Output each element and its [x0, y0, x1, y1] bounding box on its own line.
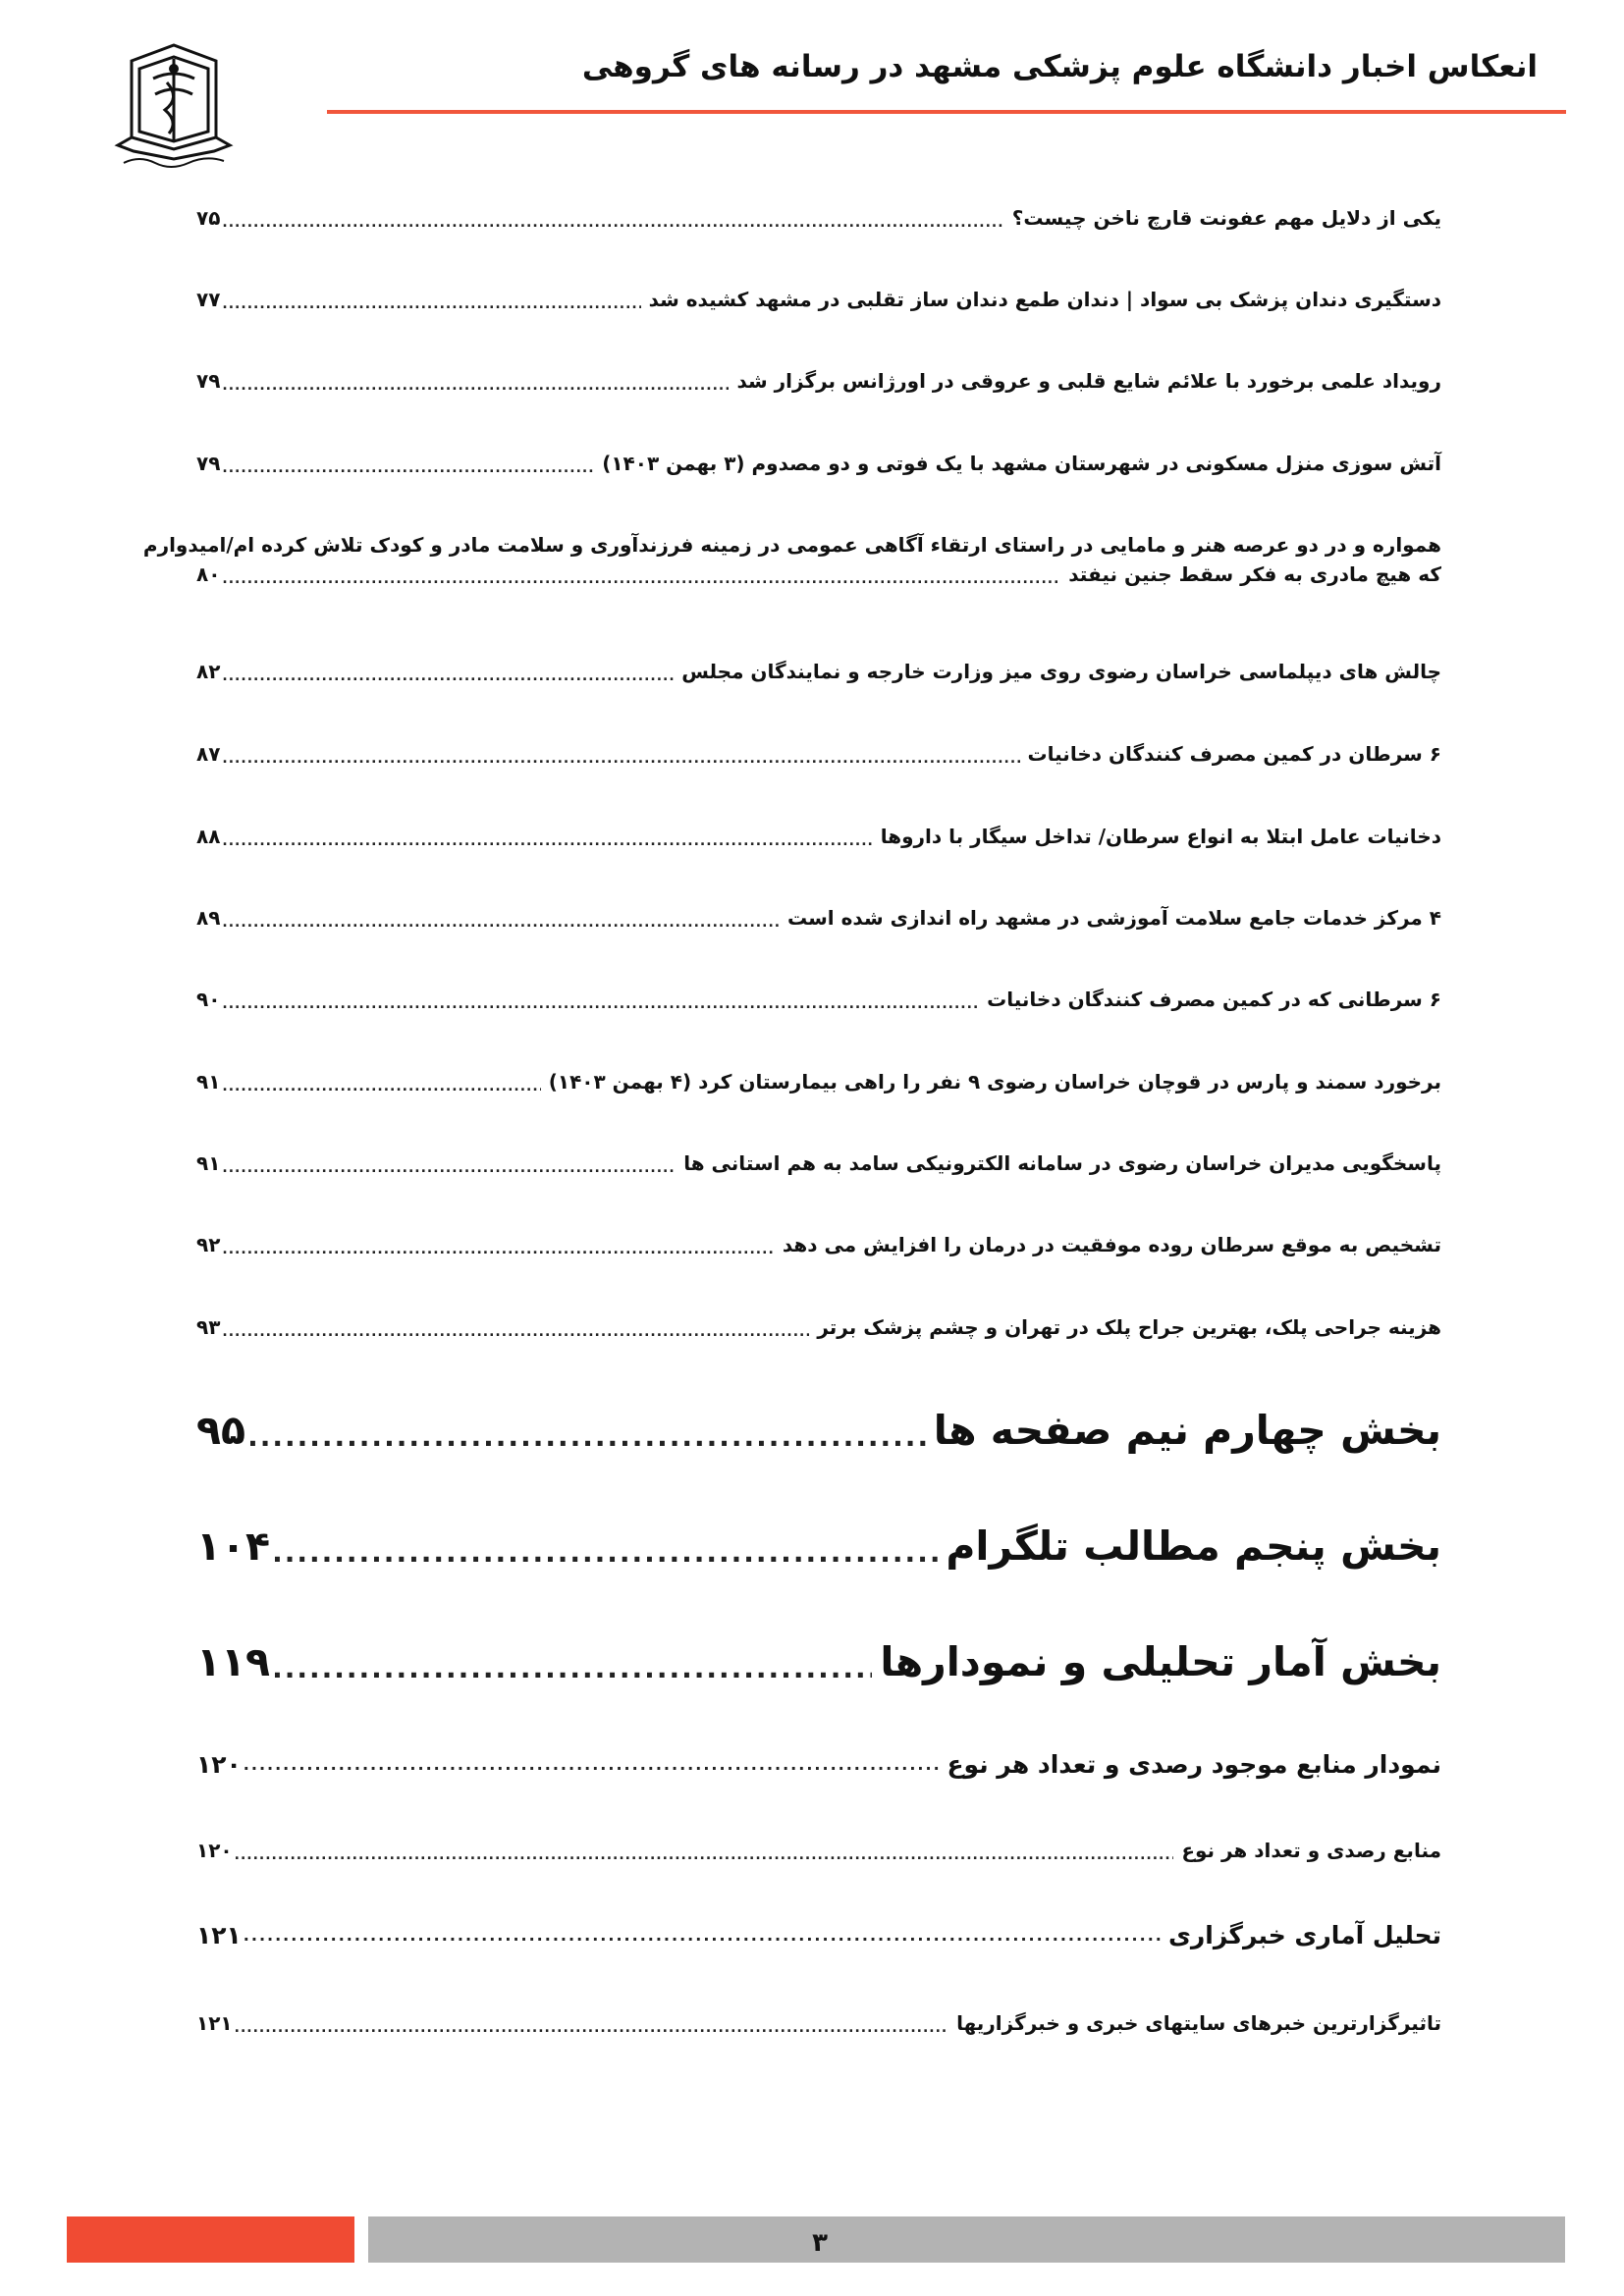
footer-red-bar [67, 2216, 354, 2263]
toc-entry[interactable] [196, 903, 1441, 933]
toc-section-entry[interactable] [196, 1404, 1441, 1457]
toc-leader-dots [222, 569, 1060, 589]
toc-leader-dots [272, 1649, 872, 1688]
toc-entry[interactable] [196, 203, 1441, 233]
toc-subsection-page: ۱۲۱ [196, 1921, 242, 1949]
toc-entry-title: برخورد سمند و پارس در قوچان خراسان رضوی ۹ نفر را راهی بیمارستان کرد (۴ بهمن ۱۴۰۳) [548, 1070, 1441, 1094]
toc-entry[interactable] [196, 739, 1441, 769]
toc-leader-dots [222, 831, 872, 851]
toc-entry-page: ۷۷ [196, 288, 221, 311]
toc-entry-title: تشخیص به موقع سرطان روده موفقیت در درمان را افزایش می دهد [782, 1233, 1441, 1256]
toc-entry-title: ۶ سرطان در کمین مصرف کنندگان دخانیات [1027, 742, 1441, 766]
toc-section-page: ۱۱۹ [196, 1638, 271, 1685]
toc-entry-page: ۸۲ [196, 660, 221, 683]
toc-entry[interactable] [196, 1836, 1441, 1865]
toc-entry-title: آتش سوزی منزل مسکونی در شهرستان مشهد با یک فوتی و دو مصدوم (۳ بهمن ۱۴۰۳) [602, 452, 1441, 475]
toc-entry-page: ۷۹ [196, 369, 221, 393]
toc-leader-dots [222, 1322, 809, 1342]
toc-entry-page: ۹۳ [196, 1315, 221, 1339]
toc-leader-dots [222, 294, 640, 314]
toc-entry-title: دخانیات عامل ابتلا به انواع سرطان/ تداخل سیگار با داروها [880, 825, 1441, 848]
toc-entry-page: ۷۵ [196, 206, 221, 230]
toc-entry[interactable] [196, 985, 1441, 1014]
page-header-title: انعکاس اخبار دانشگاه علوم پزشکی مشهد در رسانه های گروهی [581, 49, 1538, 84]
toc-entry-line2 [196, 560, 1441, 589]
toc-leader-dots [222, 1077, 540, 1096]
toc-section-entry[interactable] [196, 1635, 1441, 1688]
toc-subsection-page: ۱۲۰ [196, 1750, 242, 1779]
toc-entry[interactable] [196, 1148, 1441, 1178]
toc-leader-dots [244, 1748, 940, 1782]
toc-entry-title-line2: که هیچ مادری به فکر سقط جنین نیفتد [1068, 562, 1441, 586]
toc-section-entry[interactable] [196, 1520, 1441, 1573]
toc-entry-title: چالش های دیپلماسی خراسان رضوی روی میز وزارت خارجه و نمایندگان مجلس [681, 660, 1441, 683]
toc-section-title: بخش پنجم مطالب تلگرام [946, 1522, 1441, 1570]
toc-entry-page: ۸۷ [196, 742, 221, 766]
toc-entry-title: منابع رصدی و تعداد هر نوع [1181, 1839, 1441, 1862]
toc-section-page: ۱۰۴ [196, 1522, 271, 1570]
toc-entry-page: ۹۱ [196, 1151, 221, 1175]
toc-subsection-title: تحلیل آماری خبرگزاری [1167, 1921, 1441, 1949]
page-number: ۳ [812, 2228, 828, 2258]
toc-leader-dots [235, 2018, 948, 2038]
footer-gray-bar [368, 2216, 1565, 2263]
toc-entry[interactable] [196, 366, 1441, 396]
toc-leader-dots [235, 1845, 1174, 1865]
toc-entry-title: یکی از دلایل مهم عفونت قارچ ناخن چیست؟ [1011, 206, 1441, 230]
toc-entry-page: ۸۰ [196, 562, 221, 586]
toc-entry-title: هزینه جراحی پلک، بهترین جراح پلک در تهران و چشم پزشک برتر [817, 1315, 1441, 1339]
toc-entry-title: پاسخگویی مدیران خراسان رضوی در سامانه الکترونیکی سامد به هم استانی ها [683, 1151, 1441, 1175]
header-divider [327, 110, 1566, 114]
toc-leader-dots [222, 667, 674, 686]
toc-subsection-entry[interactable] [196, 1919, 1441, 1952]
toc-leader-dots [222, 749, 1019, 769]
toc-leader-dots [222, 1240, 774, 1259]
toc-entry-page: ۱۲۱ [196, 2011, 233, 2035]
toc-leader-dots [222, 913, 780, 933]
toc-entry-page: ۱۲۰ [196, 1839, 233, 1862]
toc-section-title: بخش چهارم نیم صفحه ها [933, 1407, 1441, 1454]
toc-entry-page: ۹۱ [196, 1070, 221, 1094]
toc-subsection-title: نمودار منابع موجود رصدی و تعداد هر نوع [947, 1750, 1441, 1779]
toc-entry-page: ۸۹ [196, 906, 221, 930]
toc-entry[interactable] [196, 822, 1441, 851]
toc-section-title: بخش آمار تحلیلی و نمودارها [880, 1638, 1441, 1685]
toc-section-page: ۹۵ [196, 1407, 246, 1454]
toc-entry[interactable] [142, 530, 1441, 589]
toc-leader-dots [222, 1158, 676, 1178]
toc-entry-page: ۹۲ [196, 1233, 221, 1256]
toc-entry[interactable] [196, 2008, 1441, 2038]
toc-subsection-entry[interactable] [196, 1748, 1441, 1782]
university-logo [110, 39, 238, 172]
toc-leader-dots [222, 994, 979, 1014]
toc-leader-dots [247, 1417, 926, 1457]
toc-entry-title: رویداد علمی برخورد با علائم شایع قلبی و عروقی در اورژانس برگزار شد [736, 369, 1441, 393]
toc-entry-title: دستگیری دندان پزشک بی سواد | دندان طمع دندان ساز تقلبی در مشهد کشیده شد [648, 288, 1441, 311]
toc-entry-title: تاثیرگزارترین خبرهای سایتهای خبری و خبرگزاریها [956, 2011, 1441, 2035]
toc-entry-page: ۸۸ [196, 825, 221, 848]
toc-leader-dots [222, 458, 594, 478]
toc-entry[interactable] [196, 1067, 1441, 1096]
toc-leader-dots [222, 213, 1003, 233]
toc-leader-dots [222, 376, 729, 396]
toc-entry-page: ۹۰ [196, 988, 221, 1011]
toc-entry-title-line1: همواره و در دو عرصه هنر و مامایی در راستای ارتقاء آگاهی عمومی در زمینه فرزندآوری و سلامت مادر و کودک تلاش کرده ام/امیدوارم [142, 533, 1441, 557]
toc-leader-dots [272, 1533, 938, 1573]
toc-entry-title: ۴ مرکز خدمات جامع سلامت آموزشی در مشهد راه اندازی شده است [786, 906, 1441, 930]
toc-entry[interactable] [196, 285, 1441, 314]
toc-entry[interactable] [196, 1230, 1441, 1259]
toc-entry[interactable] [196, 1312, 1441, 1342]
toc-entry[interactable] [196, 449, 1441, 478]
toc-entry[interactable] [196, 657, 1441, 686]
toc-entry-title: ۶ سرطانی که در کمین مصرف کنندگان دخانیات [987, 988, 1441, 1011]
toc-entry-page: ۷۹ [196, 452, 221, 475]
toc-leader-dots [244, 1919, 1161, 1952]
